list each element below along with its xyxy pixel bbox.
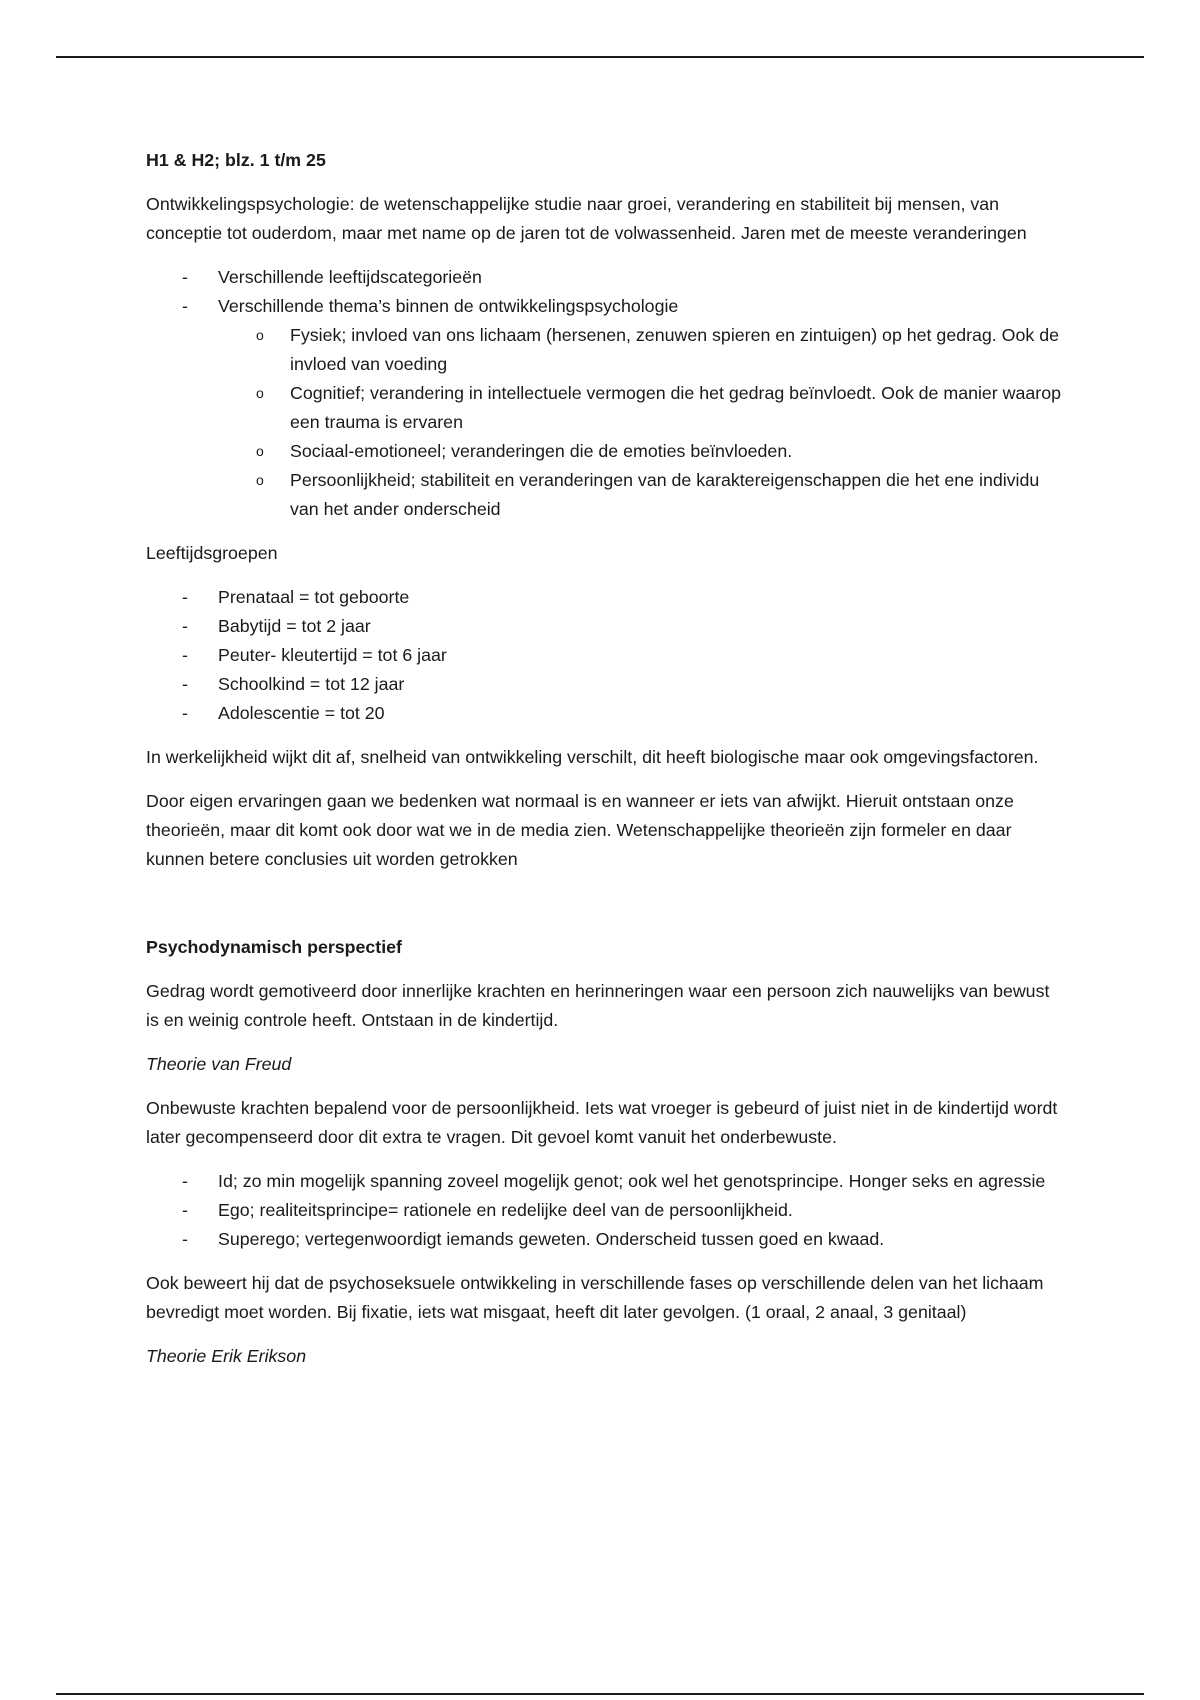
top-rule bbox=[56, 56, 1144, 58]
freud-list bbox=[146, 1167, 1061, 1254]
list-item bbox=[146, 670, 1061, 699]
list-item bbox=[146, 583, 1061, 612]
circle-bullet: o bbox=[256, 327, 264, 343]
sublist-item bbox=[218, 379, 1061, 437]
section-spacer bbox=[146, 889, 1061, 933]
dash-bullet: - bbox=[182, 1200, 188, 1220]
dash-bullet: - bbox=[182, 645, 188, 665]
sublist-item-text: Sociaal-emotioneel; veranderingen die de emoties beïnvloeden. bbox=[290, 441, 793, 461]
sublist-item-text: Persoonlijkheid; stabiliteit en veranderingen van de karaktereigenschappen die het ene individu van het ander onderscheid bbox=[290, 470, 1040, 519]
section-heading: H1 & H2; blz. 1 t/m 25 bbox=[146, 150, 326, 170]
list-item bbox=[146, 1225, 1061, 1254]
age-groups-title: Leeftijdsgroepen bbox=[146, 543, 278, 563]
age-groups-list bbox=[146, 583, 1061, 728]
list-item-text: Babytijd = tot 2 jaar bbox=[218, 616, 371, 636]
psychodynamic-intro: Gedrag wordt gemotiveerd door innerlijke krachten en herinneringen waar een persoon zich nauwelijks van bewust is en weinig controle heeft. Ontstaan in de kindertijd. bbox=[146, 981, 1050, 1030]
list-item-text: Prenataal = tot geboorte bbox=[218, 587, 410, 607]
dash-bullet: - bbox=[182, 703, 188, 723]
list-item-text: Verschillende thema’s binnen de ontwikkelingspsychologie bbox=[218, 296, 679, 316]
sublist-item bbox=[218, 437, 1061, 466]
circle-bullet: o bbox=[256, 472, 264, 488]
list-item bbox=[146, 263, 1061, 292]
sublist-item bbox=[218, 321, 1061, 379]
dash-bullet: - bbox=[182, 587, 188, 607]
list-item bbox=[146, 641, 1061, 670]
sublist-item bbox=[218, 466, 1061, 524]
theories-paragraph: Door eigen ervaringen gaan we bedenken wat normaal is en wanneer er iets van afwijkt. Hieruit ontstaan onze theorieën, maar dit komt ook door wat we in de media zien. Wetenschappelijke theorieën zijn formeler en daar kunnen betere conclusies uit worden getrokken bbox=[146, 791, 1014, 869]
list-item-text: Adolescentie = tot 20 bbox=[218, 703, 385, 723]
list-item bbox=[146, 1167, 1061, 1196]
psychosexual-paragraph: Ook beweert hij dat de psychoseksuele ontwikkeling in verschillende fases op verschillende delen van het lichaam bevredigt moet worden. Bij fixatie, iets wat misgaat, heeft dit later gevolgen. (1 oraal, 2 anaal, 3 genitaal) bbox=[146, 1273, 1044, 1322]
dash-bullet: - bbox=[182, 1229, 188, 1249]
list-item-text: Ego; realiteitsprincipe= rationele en redelijke deel van de persoonlijkheid. bbox=[218, 1200, 793, 1220]
sublist-item-text: Fysiek; invloed van ons lichaam (hersenen, zenuwen spieren en zintuigen) op het gedrag. Ook de invloed van voeding bbox=[290, 325, 1060, 374]
themes-sublist bbox=[218, 321, 1061, 524]
dash-bullet: - bbox=[182, 616, 188, 636]
list-item-text: Verschillende leeftijdscategorieën bbox=[218, 267, 482, 287]
list-item bbox=[146, 699, 1061, 728]
dash-bullet: - bbox=[182, 267, 188, 287]
dash-bullet: - bbox=[182, 674, 188, 694]
dash-bullet: - bbox=[182, 296, 188, 316]
list-item-text: Superego; vertegenwoordigt iemands geweten. Onderscheid tussen goed en kwaad. bbox=[218, 1229, 885, 1249]
list-item-text: Peuter- kleutertijd = tot 6 jaar bbox=[218, 645, 447, 665]
subsection-title: Theorie Erik Erikson bbox=[146, 1346, 307, 1366]
intro-paragraph: Ontwikkelingspsychologie: de wetenschappelijke studie naar groei, verandering en stabiliteit bij mensen, van conceptie tot ouderdom, maar met name op de jaren tot de volwassenheid. Jaren met de meeste veranderingen bbox=[146, 194, 1027, 243]
section-heading: Psychodynamisch perspectief bbox=[146, 937, 402, 957]
reality-paragraph: In werkelijkheid wijkt dit af, snelheid van ontwikkeling verschilt, dit heeft biologische maar ook omgevingsfactoren. bbox=[146, 747, 1039, 767]
list-item bbox=[146, 612, 1061, 641]
freud-paragraph: Onbewuste krachten bepalend voor de persoonlijkheid. Iets wat vroeger is gebeurd of juist niet in de kindertijd wordt later gecompenseerd door dit extra te vragen. Dit gevoel komt vanuit het onderbewuste. bbox=[146, 1098, 1058, 1147]
dash-bullet: - bbox=[182, 1171, 188, 1191]
list-item-text: Schoolkind = tot 12 jaar bbox=[218, 674, 405, 694]
themes-list bbox=[146, 263, 1061, 524]
bottom-rule bbox=[56, 1693, 1144, 1695]
circle-bullet: o bbox=[256, 443, 264, 459]
document-body bbox=[146, 146, 1061, 1386]
list-item bbox=[146, 1196, 1061, 1225]
sublist-item-text: Cognitief; verandering in intellectuele vermogen die het gedrag beïnvloedt. Ook de manier waarop een trauma is ervaren bbox=[290, 383, 1061, 432]
subsection-title: Theorie van Freud bbox=[146, 1054, 292, 1074]
circle-bullet: o bbox=[256, 385, 264, 401]
list-item-text: Id; zo min mogelijk spanning zoveel mogelijk genot; ook wel het genotsprincipe. Honger seks en agressie bbox=[218, 1171, 1046, 1191]
list-item bbox=[146, 292, 1061, 524]
